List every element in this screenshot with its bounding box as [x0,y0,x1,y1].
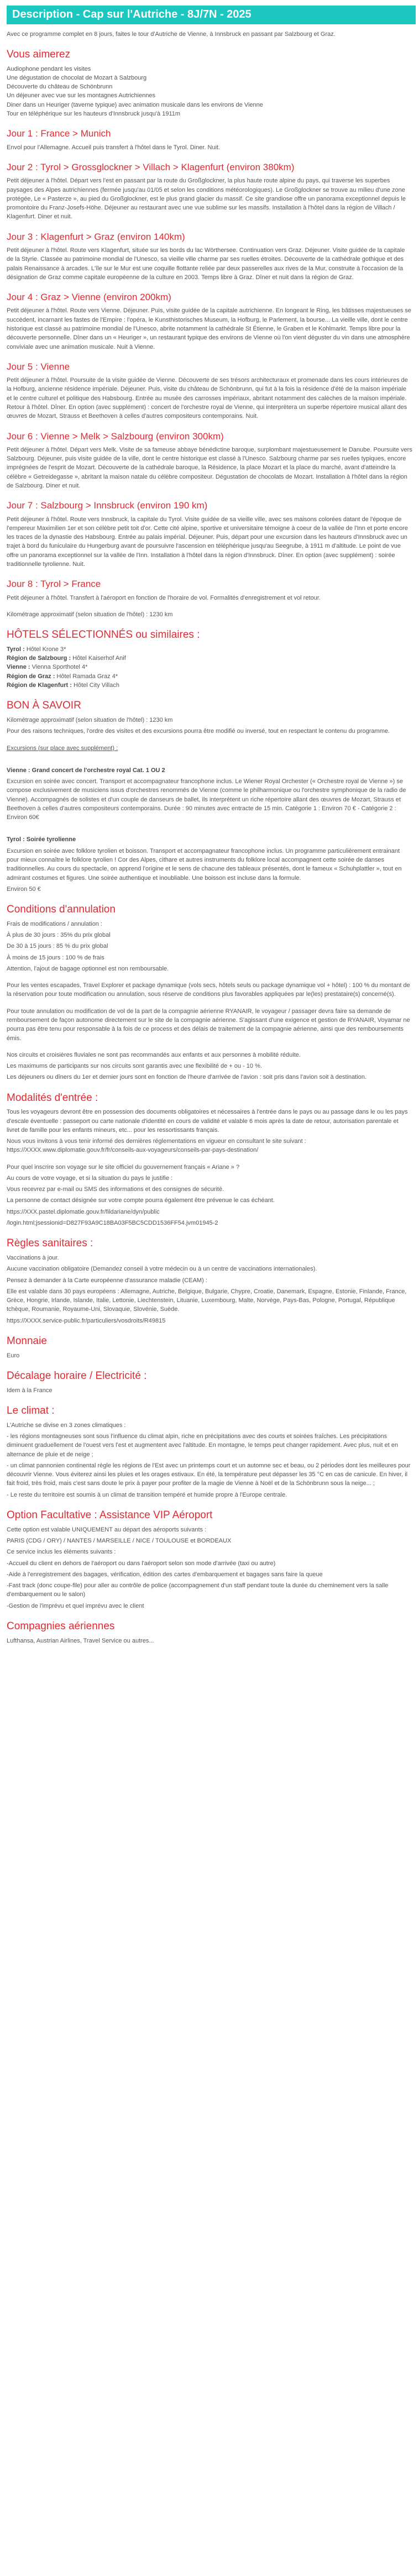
timezone-heading: Décalage horaire / Electricité : [7,1370,147,1382]
hotel-region: Région de Graz : [7,673,55,680]
list-item [7,672,412,681]
hotel-region: Tyrol : [7,646,25,653]
assistance-line: PARIS (CDG / ORY) / NANTES / MARSEILLE / NICE / TOULOUSE et BORDEAUX [7,1538,232,1545]
cancellation-text: Les maximums de participants sur nos circuits sont garantis avec une flexibilité de + ou - 10 %. [7,1063,262,1070]
cancellation-text: Nos circuits et croisières fluviales ne sont pas recommandés aux enfants et aux personnes à mobilité réduite. [7,1051,301,1058]
day-heading: Jour 4 : Graz > Vienne (environ 200km) [7,292,171,303]
climate-heading: Le climat : [7,1405,55,1417]
hotels-heading: HÔTELS SÉLECTIONNÉS ou similaires : [7,629,200,641]
timezone-value: Idem à la France [7,1387,53,1394]
assistance-heading: Option Facultative : Assistance VIP Aéroport [7,1509,213,1521]
cancellation-line: À moins de 15 jours : 100 % de frais [7,954,104,961]
excursions-title: Excursions (sur place avec supplément) : [7,744,118,752]
cancellation-text: Les déjeuners ou dîners du 1er et dernier jours sont en fonction de l'heure d'arrivée de l'avion : soit pris dans l'avion soit à destination. [7,1074,367,1081]
day-text: Petit déjeuner à l'hôtel. Départ vers l'est en passant par la route du Großglockner, la plus haute route alpine du pays, qui traverse les superbes paysages des Alpes autrichiennes (fermée jusqu'au 01/05 et selon les conditions météorologiques). Le Großglockner se trouve au milieu d'une zone protégée, Le « Pasterze », au pied du Großglockner, est le plus grand glacier du massif. Ce site grandiose offre un panorama exceptionnel depuis le promontoire du Franz-Josefs-Höhe. Déjeuner au restaurant avec une vue sublime sur les massifs. Installation à l'hôtel dans la région de Villach / Klagenfurt. Diner et nuit. [7,177,406,221]
list-item: Découverte du château de Schönbrunn [7,83,113,91]
currency-value: Euro [7,1352,20,1359]
airlines-heading: Compagnies aériennes [7,1620,115,1632]
entry-text: Vous recevrez par e-mail ou SMS des informations et des consignes de sécurité. [7,1186,224,1193]
list-item [7,681,412,690]
entry-text: Nous vous invitons à vous tenir informé des dernières réglementations en vigueur en consultant le site suivant : https://XXXX.www.diplomatie.gouv.fr/fr/conseils-aux-voyageurs/conseils-par-pays-destination/ [7,1138,306,1154]
cancellation-line: Attention, l'ajout de bagage optionnel est non remboursable. [7,965,169,972]
day-heading: Jour 2 : Tyrol > Grossglockner > Villach > Klagenfurt (environ 380km) [7,161,295,172]
good-to-know-heading: BON À SAVOIR [7,700,81,712]
excursion-price: Environ 50 € [7,885,41,893]
health-line: Elle est valable dans 30 pays européens : Allemagne, Autriche, Belgique, Bulgarie, Chypre, Croatie, Danemark, Espagne, Estonie, Finlande, France, Grèce, Hongrie, Irlande, Islande, Italie, Lettonie, Liechtenstein, Lituanie, Luxembourg, Malte, Norvège, Pays-Bas, Pologne, Portugal, République tchèque, Roumanie, Royaume-Uni, Slovaquie, Slovénie, Suède. [7,1288,407,1313]
day-text: Petit déjeuner à l'hôtel. Poursuite de la visite guidée de Vienne. Découverte de ses trésors architecturaux et promenade dans les cours intérieures de la Hofburg, ancienne résidence impériale. Déjeuner. Puis, visite du château de Schönbrunn, qui fut à la fois la résidence d'été de la maison impériale et le centre culturel et politique des Habsbourg. Entrée au musée des carrosses impériaux, abritant notamment des calèches de la maison impériale. Retour à l'hôtel. Dîner. En option (avec supplément) : concert de l'orchestre royal de Vienne, qui interprètera un superbe répertoire musical allant des œuvres de Mozart, Strauss et Beethoven à celles d'autres compositeurs contemporains. Nuit. [7,377,408,420]
mileage-note: Kilométrage approximatif (selon situation de l'hôtel) : 1230 km [7,611,173,618]
currency-heading: Monnaie [7,1335,47,1347]
airlines-text: Lufthansa, Austrian Airlines, Travel Service ou autres... [7,1637,154,1644]
hotel-name: Hôtel Ramada Graz 4* [56,673,118,680]
cancellation-line: Frais de modifications / annulation : [7,920,103,927]
climate-line: - les régions montagneuses sont sous l'influence du climat alpin, riche en précipitations avec des courts et soirées fraîches. Les précipitations diminuent graduellement de l'ouest vers l'est et augmentent avec l'altitude. En montagne, le temps peut changer rapidement. Avec plus, nuit et en alternance de pluie et de neige ; [7,1433,399,1458]
day-heading: Jour 5 : Vienne [7,361,70,372]
list-item: Diner dans un Heuriger (taverne typique) avec animation musicale dans les environs de Vienne [7,101,263,108]
entry-heading: Modalités d'entrée : [7,1092,98,1104]
ceam-link[interactable]: https://XXXX.service-public.fr/particuliers/vosdroits/R49815 [7,1317,166,1324]
climate-line: - Le reste du territoire est soumis à un climat de transition tempéré et humide propre à l'Europe centrale. [7,1491,287,1498]
good-to-know-text: Pour des raisons techniques, l'ordre des visites et des excursions pourra être modifié ou inversé, tout en respectant le contenu du programme. [7,728,390,735]
day-text: Petit déjeuner à l'hôtel. Route vers Innsbruck, la capitale du Tyrol. Visite guidée de sa vieille ville, avec ses maisons colorées datant de l'époque de l'empereur Maximilien 1er et son célèbre petit toit d'or. Cette cité alpine, sportive et universitaire témoigne à coeur de la vallée de l'Inn et porte encore les traces de la dynastie des Habsbourg. Entrée au palais impérial. Déjeuner. Puis, départ pour une excursion dans les hauteurs d'Innsbruck avec un trajet à bord du funiculaire du Hungerburg avant de poursuivre l'ascension en téléphérique jusqu'au Seegrube, à 1911 m d'altitude. Le point de vue offre un panorama exceptionnel sur la vallée de l'Inn. Installation à l'hôtel dans la région d'Innsbruck. Dîner. En option (avec supplément) : soirée traditionnelle tyrolienne. Nuit. [7,516,408,568]
cancellation-text: Pour les ventes escapades, Travel Explorer et package dynamique (vols secs, hôtels seuls ou package dynamique vol + hôtel) : 100 % du montant de la réservation pour toute modification ou annulation, sous réserve de conditions plus favorables appliquées par le(les) prestataire(s) concerné(s). [7,982,410,998]
excursion-title: Vienne : Grand concert de l'orchestre royal Cat. 1 OU 2 [7,767,165,774]
day-text: Petit déjeuner à l'hôtel. Route vers Klagenfurt, située sur les bords du lac Wörthersee. Continuation vers Graz. Déjeuner. Visite guidée de la capitale de la Styrie. Classée au patrimoine mondial de l'Unesco, sa vieille ville charme par ses ruelles étroites. Découverte de la cathédrale gothique et des palais Renaissance à arcades. L'île sur le Mur est une coquille flottante reliée par deux passerelles aux rives de la Mur, construite à l'occasion de la désignation de Graz comme capitale européenne de la culture en 2003. Temps libre à Graz. Dîner et nuit dans la région de Graz. [7,247,405,281]
hotel-region: Région de Salzbourg : [7,655,71,662]
assistance-line: Ce service inclus les éléments suivants : [7,1549,116,1556]
ariane-link[interactable]: https://XXX.pastel.diplomatie.gouv.fr/fildariane/dyn/public [7,1208,160,1215]
highlights-heading: Vous aimerez [7,48,71,60]
entry-text: Au cours de votre voyage, et si la situation du pays le justifie : [7,1174,173,1182]
highlights-list [7,65,412,119]
hotels-list [7,645,412,690]
day-text: Envol pour l'Allemagne. Accueil puis transfert à l'hôtel dans le Tyrol. Diner. Nuit. [7,144,221,151]
hotel-name: Vienna Sporthotel 4* [32,664,88,671]
assistance-line: Cette option est valable UNIQUEMENT au départ des aéroports suivants : [7,1526,207,1533]
assistance-line: -Aide à l'enregistrement des bagages, vérification, édition des cartes d'embarquement et bagages sans faire la queue [7,1571,323,1578]
list-item: Audiophone pendant les visites [7,65,91,72]
entry-link[interactable] [7,1208,412,1216]
hotel-region: Vienne : [7,664,30,671]
assistance-line: -Gestion de l'imprévu et quel imprévu avec le client [7,1602,144,1609]
good-to-know-mileage: Kilométrage approximatif (selon situation de l'hôtel) : 1230 km [7,717,173,724]
entry-text: Tous les voyageurs devront être en possession des documents obligatoires et nécessaires à l'entrée dans le pays ou au passage dans le ou les pays d'escale éventuelle : passeport ou carte nationale d'identité en cours de validité et valable 6 mois après la date de retour, autorisation parentale et livret de famille pour les enfants mineurs, etc... pour les ressortissants français. [7,1109,408,1134]
cancellation-line: De 30 à 15 jours : 85 % du prix global [7,943,108,950]
day-text: Petit déjeuner à l'hôtel. Départ vers Melk. Visite de sa fameuse abbaye bénédictine baroque, surplombant majestueusement le Danube. Poursuite vers Salzbourg. Déjeuner, puis visite guidée de la ville, dont le centre historique est classé à l'Unesco. Salzbourg charme par ses ruelles typiques, encore imprégnées de l'esprit de Mozart. Découverte de la cathédrale baroque, la Résidence, la place Mozart et la place du marché, avant d'atteindre la célèbre « Getreidegasse », abritant la maison natale du célèbre compositeur. Dégustation de chocolats de Mozart. Installation à l'hôtel dans la région de Salzbourg. Diner et nuit. [7,446,412,489]
cancellation-line: À plus de 30 jours : 35% du prix global [7,932,111,939]
health-line: Vaccinations à jour. [7,1255,59,1262]
list-item: Une dégustation de chocolat de Mozart à Salzbourg [7,74,147,81]
day-heading: Jour 3 : Klagenfurt > Graz (environ 140km) [7,231,185,242]
health-line: Pensez à demander à la Carte européenne d'assurance maladie (CEAM) : [7,1277,207,1284]
climate-line: - un climat pannonien continental règle les régions de l'Est avec un printemps court et un automne sec et beau, ou 2 périodes dont les meilleures pour découvrir Vienne. Vous éviterez ainsi les pluies et les orages estivaux. En été, la température peut dépasser les 35 °C en cas de canicule. En hiver, il fait froid, très froid, mais c'est sans doute le prix à payer pour profiter de la magie de Vienne à Noël et de la Schönbrunn sous la neige... ; [7,1462,411,1487]
hotel-name: Hôtel Krone 3* [26,646,66,653]
cancellation-heading: Conditions d'annulation [7,904,116,916]
health-heading: Règles sanitaires : [7,1237,93,1250]
list-item [7,663,412,671]
excursion-title: Tyrol : Soirée tyrolienne [7,836,76,843]
entry-link-continued: /login.html;jsessionid=D827F93A9C18BA03F5BC5CDD1536FF54.jvm01945-2 [7,1220,218,1227]
entry-text: Pour quel inscrire son voyage sur le site officiel du gouvernement français « Ariane » ? [7,1163,240,1171]
day-text: Petit déjeuner à l'hôtel. Route vers Vienne. Déjeuner. Puis, visite guidée de la capitale autrichienne. En longeant le Ring, les bâtisses majestueuses se succèdent, incarnant les fastes de l'Empire : l'opéra, le Kunsthistorisches Museum, la Hofburg, le Parlement, la bourse... La vieille ville, dont le centre historique est classé au patrimoine mondial de l'Unesco, abrite notamment la cathédrale St Étienne, le Graben et le Kohlmarkt. Temps libre pour la découverte personnelle. Dîner dans un « Heuriger », un restaurant typique des environs de Vienne où l'on vient déguster du vin dans une atmosphère conviviale avec une animation musicale. Nuit à Vienne. [7,307,412,350]
health-link[interactable] [7,1316,412,1325]
climate-line: L'Autriche se divise en 3 zones climatiques : [7,1421,126,1429]
excursion-text: Excursion en soirée avec concert. Transport et accompagnateur francophone inclus. Le Wiener Royal Orchester (« Orchestre royal de Vienne ») se compose exclusivement de musiciens issus d'orchestres renommés de Vienne (comme le philharmonique ou l'orchestre symphonique de la radio de Vienne). Accompagnés de solistes et d'un couple de danseurs de ballet, ils interprètent un riche répertoire allant des œuvres de Mozart, Strauss et Beethoven à celles d'autres compositeurs contemporains. Durée : 90 minutes avec entracte de 15 min. Catégorie 1 : Environ 70 € - Catégorie 2 : Environ 60€ [7,778,406,821]
day-heading: Jour 7 : Salzbourg > Innsbruck (environ 190 km) [7,500,208,511]
hotel-name: Hôtel City Villach [74,682,119,689]
list-item [7,645,412,654]
day-heading: Jour 8 : Tyrol > France [7,579,101,590]
list-item: Tour en téléphérique sur les hauteurs d'Innsbruck jusqu'à 1911m [7,110,181,117]
cancellation-text: Pour toute annulation ou modification de vol de la part de la compagnie aérienne RYANAIR, le voyageur / passager devra faire sa demande de remboursement de façon autonome directement sur le site de la compagnie aérienne. S'agissant d'une exigence et gestion de RYANAIR, Voyamar ne pourra pas être tenu pour responsable à la fois de ce process et des délais de traitement de la compagnie aérienne, ainsi que des remboursements émis. [7,1008,410,1042]
list-item: Un déjeuner avec vue sur les montagnes Autrichiennes [7,92,156,99]
health-line: Aucune vaccination obligatoire (Demandez conseil à votre médecin ou à un centre de vaccinations internationales). [7,1266,317,1273]
day-heading: Jour 6 : Vienne > Melk > Salzbourg (environ 300km) [7,431,224,442]
assistance-line: -Fast track (donc coupe-file) pour aller au contrôle de police (accompagnement d'un staff pendant toute la durée du cheminement vers la salle d'embarquement ou le salon) [7,1582,389,1598]
page-title: Description - Cap sur l'Autriche - 8J/7N - 2025 [7,6,416,24]
entry-text: La personne de contact désignée sur votre compte pourra également être prévenue le cas échéant. [7,1197,275,1204]
list-item [7,654,412,663]
day-heading: Jour 1 : France > Munich [7,128,111,139]
hotel-name: Hôtel Kaiserhof Anif [72,655,126,662]
assistance-line: -Accueil du client en dehors de l'aéroport ou dans l'aéroport selon son mode d'arrivée (taxi ou autre) [7,1560,276,1567]
day-text: Petit déjeuner à l'hôtel. Transfert à l'aéroport en fonction de l'horaire de vol. Formalités d'enregistrement et vol retour. [7,594,321,601]
intro-text: Avec ce programme complet en 8 jours, faites le tour d'Autriche de Vienne, à Innsbruck en passant par Salzbourg et Graz. [7,30,336,38]
excursion-text: Excursion en soirée avec folklore tyrolien et boisson. Transport et accompagnateur francophone inclus. Un programme particulièrement entrainant pour mieux connaître le folklore tyrolien ! Cor des Alpes, cithare et autres instruments du folklore local accompagnent cette soirée de danses traditionnelles. Au cours du spectacle, on apprend l'origine et le sens de chacune des tableaux présentés, dont le fameux « Schuhplattler », tout en admirant costumes et figures. Une soirée authentique et inoubliable. Une boisson est incluse dans la formule. [7,847,402,882]
hotel-region: Région de Klagenfurt : [7,682,72,689]
